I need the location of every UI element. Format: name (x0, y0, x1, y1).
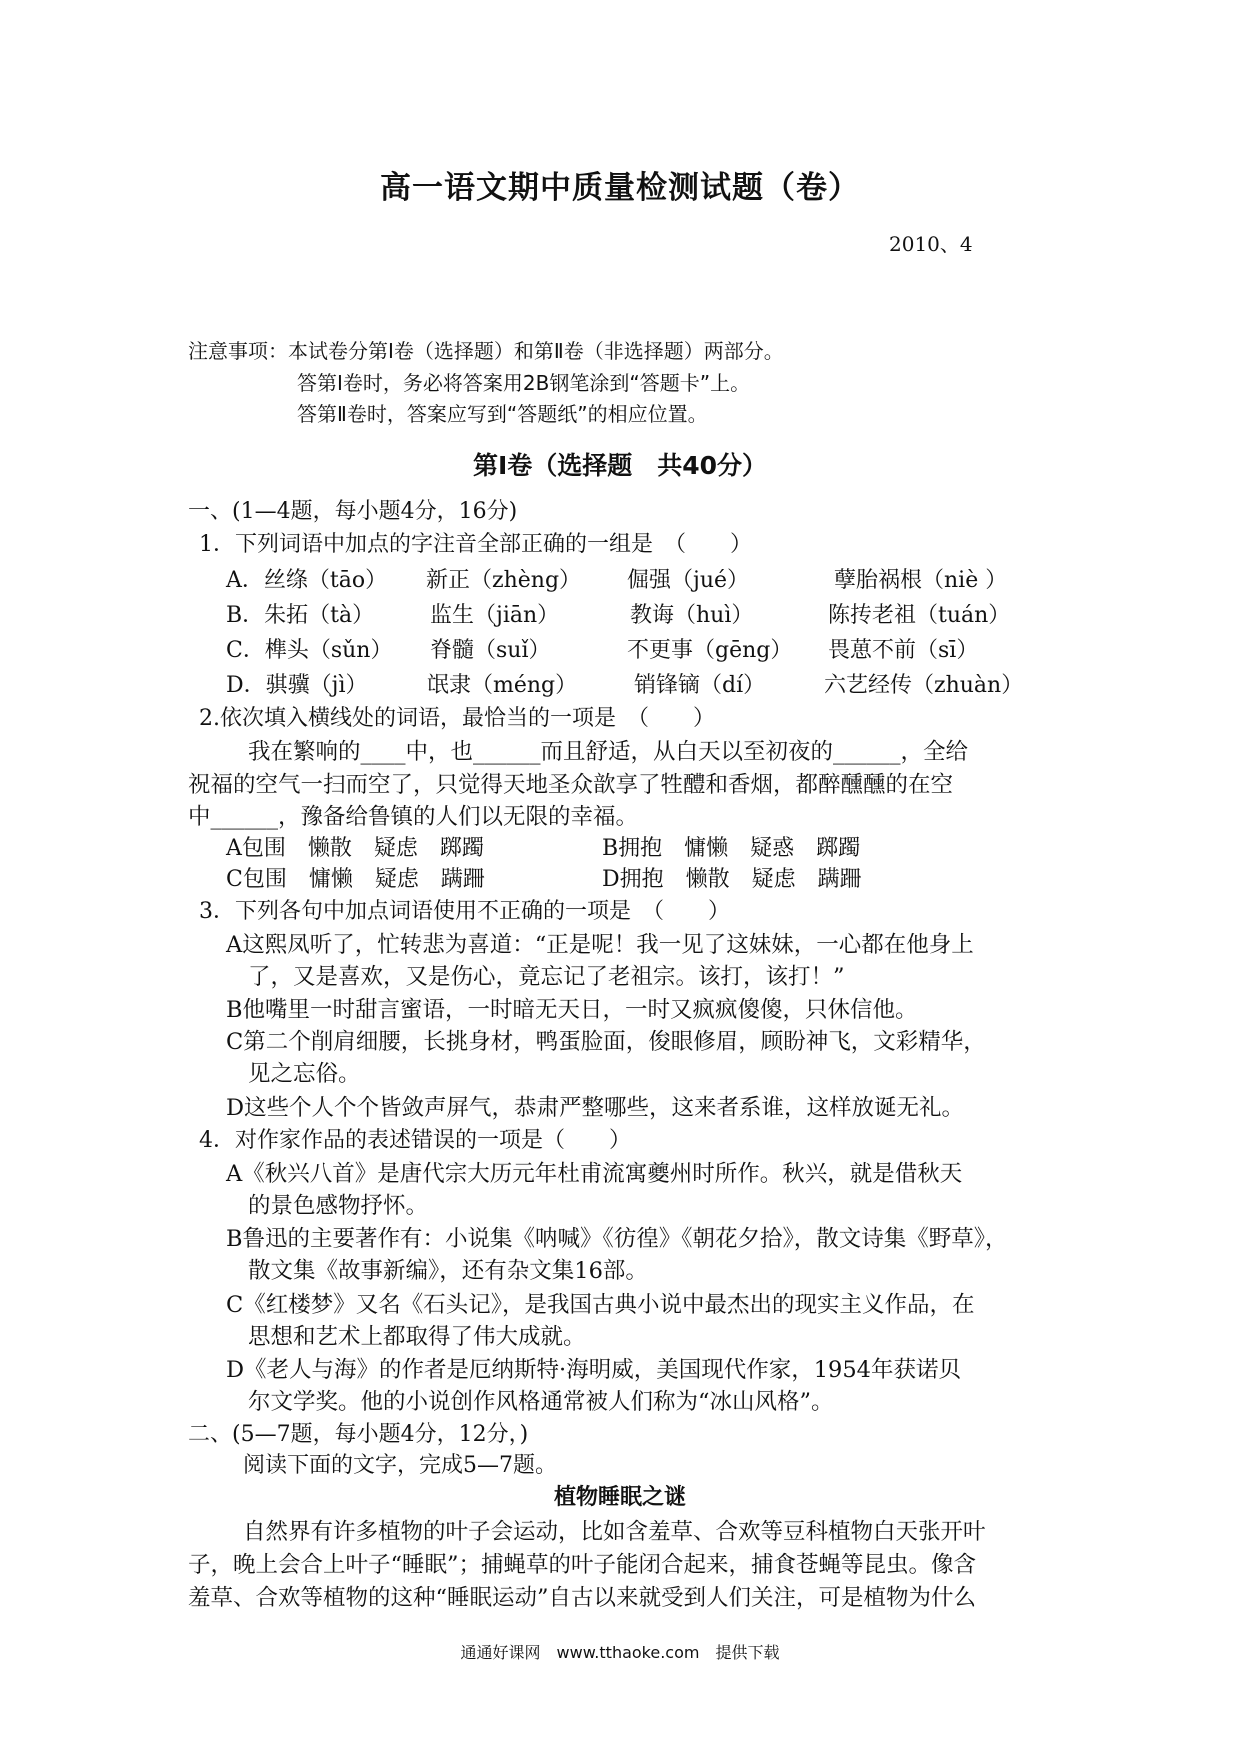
notice-line-1: 注意事项：本试卷分第Ⅰ卷（选择题）和第Ⅱ卷（非选择题）两部分。 (188, 339, 784, 363)
section-heading: 第Ⅰ卷（选择题 共40分） (472, 451, 768, 480)
q1-b-2: 监生（jiān） (430, 603, 560, 628)
part2-intro: 阅读下面的文字，完成5—7题。 (243, 1453, 557, 1478)
q3-option-a-line-2: 了，又是喜欢，又是伤心，竟忘记了老祖宗。该打，该打！” (248, 964, 845, 990)
q4-option-c-line-2: 思想和艺术上都取得了伟大成就。 (248, 1324, 586, 1350)
q4-option-a-line-1: A《秋兴八首》是唐代宗大历元年杜甫流寓夔州时所作。秋兴，就是借秋天 (226, 1161, 963, 1187)
q4-option-d-line-2: 尔文学奖。他的小说创作风格通常被人们称为“冰山风格”。 (248, 1389, 834, 1415)
q1-b-3: 教诲（huì） (630, 603, 754, 628)
q1-d-2: 氓隶（méng） (427, 673, 578, 698)
q4-option-b-line-1: B鲁迅的主要著作有：小说集《呐喊》《彷徨》《朝花夕拾》，散文诗集《野草》， (226, 1226, 1008, 1252)
q1-a-3: 倔强（jué） (627, 568, 750, 593)
notice-line-3: 答第Ⅱ卷时，答案应写到“答题纸”的相应位置。 (297, 402, 708, 426)
part2-heading: 二、(5—7题，每小题4分，12分，) (188, 1422, 529, 1447)
q1-a-4: 孽胎祸根（niè ） (834, 568, 1008, 593)
q3-option-d: D这些个人个个皆敛声屏气，恭肃严整哪些，这来者系谁，这样放诞无礼。 (226, 1095, 965, 1121)
q4-stem: 4．对作家作品的表述错误的一项是（ ） (199, 1128, 631, 1153)
q1-d-4: 六艺经传（zhuàn） (824, 673, 1024, 698)
q1-c-4: 畏葸不前（sī） (828, 638, 979, 663)
q1-c-2: 脊髓（suǐ） (430, 638, 551, 663)
q2-passage-line-2: 祝福的空气一扫而空了，只觉得天地圣众歆享了牲醴和香烟，都醉醺醺的在空 (188, 772, 954, 798)
q3-option-c-line-1: C第二个削肩细腰，长挑身材，鸭蛋脸面，俊眼修眉，顾盼神飞，文彩精华， (226, 1029, 986, 1055)
q4-option-b-line-2: 散文集《故事新编》，还有杂文集16部。 (248, 1258, 648, 1284)
passage-line-3: 羞草、合欢等植物的这种“睡眠运动”自古以来就受到人们关注，可是植物为什么 (188, 1585, 977, 1611)
q3-option-b: B他嘴里一时甜言蜜语，一时暗无天日，一时又疯疯傻傻，只休信他。 (226, 997, 918, 1023)
q3-stem: 3．下列各句中加点词语使用不正确的一项是 （ ） (199, 899, 730, 924)
q2-option-b: B拥抱 慵懒 疑惑 踯躅 (602, 836, 861, 861)
q1-a-1: A．丝绦（tāo） (226, 568, 388, 593)
q4-option-c-line-1: C《红楼梦》又名《石头记》，是我国古典小说中最杰出的现实主义作品，在 (226, 1292, 975, 1318)
q1-b-4: 陈抟老祖（tuán） (828, 603, 1011, 628)
footer-credit: 通通好课网 www.tthaoke.com 提供下载 (460, 1643, 780, 1662)
q2-option-d: D拥抱 懒散 疑虑 蹒跚 (602, 867, 862, 892)
q4-option-d-line-1: D《老人与海》的作者是厄纳斯特·海明威，美国现代作家，1954年获诺贝 (226, 1357, 961, 1383)
q2-stem: 2.依次填入横线处的词语，最恰当的一项是 （ ） (199, 706, 715, 731)
q1-a-2: 新正（zhèng） (426, 568, 582, 593)
q1-stem: 1．下列词语中加点的字注音全部正确的一组是 （ ） (199, 532, 752, 557)
exam-date: 2010、4 (889, 232, 973, 256)
q1-c-1: C．榫头（sǔn） (226, 638, 393, 663)
part1-heading: 一、(1—4题，每小题4分，16分) (188, 499, 518, 524)
notice-line-2: 答第Ⅰ卷时，务必将答案用2B钢笔涂到“答题卡”上。 (297, 371, 751, 395)
q4-option-a-line-2: 的景色感物抒怀。 (248, 1193, 429, 1219)
q1-b-1: B．朱拓（tà） (226, 603, 375, 628)
q3-option-a-line-1: A这熙凤听了，忙转悲为喜道：“正是呢！我一见了这妹妹，一心都在他身上 (226, 932, 974, 958)
q2-passage-line-1: 我在繁响的____中，也______而且舒适，从白天以至初夜的______，全给 (248, 739, 969, 765)
page-title: 高一语文期中质量检测试题（卷） (380, 170, 860, 206)
q2-option-c: C包围 慵懒 疑虑 蹒跚 (226, 867, 485, 892)
q1-d-3: 销锋镝（dí） (634, 673, 766, 698)
q1-c-3: 不更事（gēng） (627, 638, 793, 663)
passage-line-2: 子，晚上会合上叶子“睡眠”；捕蝇草的叶子能闭合起来，捕食苍蝇等昆虫。像含 (188, 1552, 977, 1578)
q1-d-1: D．骐骥（jì） (226, 673, 368, 698)
q3-option-c-line-2: 见之忘俗。 (248, 1061, 361, 1087)
q2-passage-line-3: 中______，豫备给鲁镇的人们以无限的幸福。 (188, 804, 639, 830)
passage-title: 植物睡眠之谜 (553, 1485, 686, 1510)
passage-line-1: 自然界有许多植物的叶子会运动，比如含羞草、合欢等豆科植物白天张开叶 (243, 1519, 986, 1545)
q2-option-a: A包围 懒散 疑虑 踯躅 (226, 836, 484, 861)
